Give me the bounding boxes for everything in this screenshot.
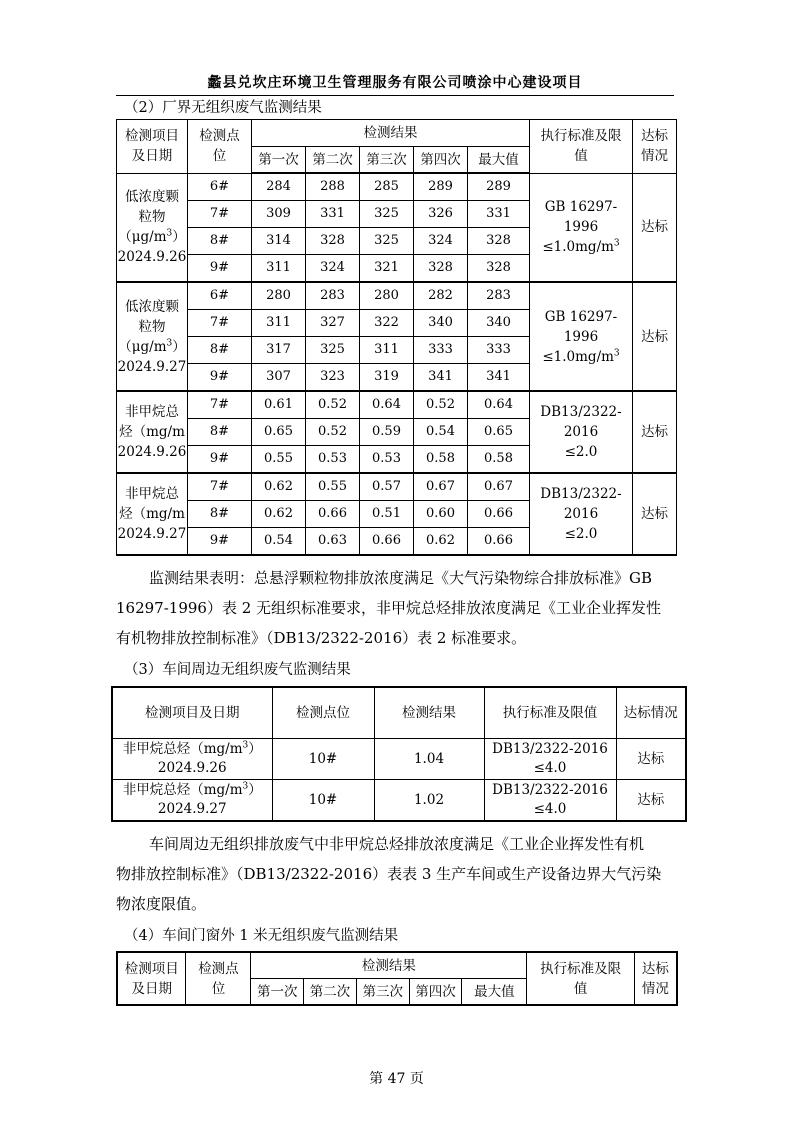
workshop-results-table bbox=[111, 686, 687, 822]
point-cell: 8# bbox=[188, 419, 252, 446]
value-cell: 0.66 bbox=[468, 528, 530, 556]
value-cell: 317 bbox=[252, 337, 306, 364]
value-cell: 328 bbox=[468, 255, 530, 283]
point-cell: 7# bbox=[188, 201, 252, 228]
table-row bbox=[112, 780, 686, 822]
value-cell: 307 bbox=[252, 364, 306, 392]
value-cell: 311 bbox=[252, 255, 306, 283]
value-cell: 0.64 bbox=[468, 391, 530, 419]
status-cell: 达标 bbox=[633, 473, 677, 555]
value-cell: 0.66 bbox=[360, 528, 414, 556]
header-standard: 执行标准及限 值 bbox=[530, 120, 633, 174]
value-cell: 0.53 bbox=[306, 446, 360, 474]
document-header: 蠡县兑坎庄环境卫生管理服务有限公司喷涂中心建设项目 bbox=[207, 75, 583, 91]
standard-cell: DB13/2322-2016 ≤4.0 bbox=[484, 780, 616, 822]
value-cell: 325 bbox=[360, 228, 414, 255]
value-cell: 326 bbox=[414, 201, 468, 228]
value-cell: 321 bbox=[360, 255, 414, 283]
table-row bbox=[117, 282, 677, 310]
section2-conclusion: 监测结果表明：总悬浮颗粒物排放浓度满足《大气污染物综合排放标准》GB 16297-1996）表 2 无组织标准要求，非甲烷总烃排放浓度满足《工业企业挥发性 有机物排放控制标准》（DB13/2322-2016）表 2 标准要求。 bbox=[116, 569, 662, 647]
value-cell: 331 bbox=[306, 201, 360, 228]
header-standard: 执行标准及限 值 bbox=[527, 952, 635, 1005]
value-cell: 284 bbox=[252, 173, 306, 201]
value-cell: 0.67 bbox=[468, 473, 530, 501]
value-cell: 340 bbox=[468, 310, 530, 337]
item-cell: 非甲烷总 烃（mg/m 2024.9.27 bbox=[117, 473, 188, 555]
value-cell: 327 bbox=[306, 310, 360, 337]
value-cell: 0.53 bbox=[360, 446, 414, 474]
value-cell: 0.61 bbox=[252, 391, 306, 419]
point-cell: 9# bbox=[188, 528, 252, 556]
header-item: 检测项目 及日期 bbox=[117, 120, 188, 174]
value-cell: 0.65 bbox=[468, 419, 530, 446]
table-row bbox=[112, 739, 686, 780]
value-cell: 328 bbox=[306, 228, 360, 255]
value-cell: 0.58 bbox=[468, 446, 530, 474]
header-status: 达标 情况 bbox=[633, 120, 677, 174]
header-point: 检测点 位 bbox=[188, 120, 252, 174]
section4-title: （4）车间门窗外 1 米无组织废气监测结果 bbox=[124, 928, 399, 944]
value-cell: 0.67 bbox=[414, 473, 468, 501]
boundary-results-table bbox=[116, 119, 677, 556]
point-cell: 8# bbox=[188, 501, 252, 528]
value-cell: 0.63 bbox=[306, 528, 360, 556]
header-first: 第一次 bbox=[251, 979, 304, 1006]
value-cell: 341 bbox=[468, 364, 530, 392]
status-cell: 达标 bbox=[616, 780, 686, 822]
item-cell: 低浓度颗 粒物 $(\mu g/m^3)$ 2024.9.27 bbox=[117, 282, 188, 391]
value-cell: 289 bbox=[468, 173, 530, 201]
value-cell: 333 bbox=[468, 337, 530, 364]
value-cell: 331 bbox=[468, 201, 530, 228]
result-cell: 1.02 bbox=[374, 780, 484, 822]
item-cell: 非甲烷总烃$(mg/m^3)$ 2024.9.27 bbox=[112, 780, 272, 822]
value-cell: 0.64 bbox=[360, 391, 414, 419]
page-number: 第 47 页 bbox=[369, 1071, 424, 1087]
value-cell: 0.62 bbox=[252, 501, 306, 528]
value-cell: 328 bbox=[414, 255, 468, 283]
value-cell: 0.52 bbox=[414, 391, 468, 419]
status-cell: 达标 bbox=[633, 391, 677, 473]
value-cell: 333 bbox=[414, 337, 468, 364]
value-cell: 0.66 bbox=[468, 501, 530, 528]
value-cell: 322 bbox=[360, 310, 414, 337]
header-point: 检测点 位 bbox=[186, 952, 251, 1005]
value-cell: 280 bbox=[360, 282, 414, 310]
section2-title: （2）厂界无组织废气监测结果 bbox=[124, 100, 322, 116]
value-cell: 323 bbox=[306, 364, 360, 392]
value-cell: 314 bbox=[252, 228, 306, 255]
header-first: 第一次 bbox=[252, 147, 306, 174]
value-cell: 0.65 bbox=[252, 419, 306, 446]
item-cell: 非甲烷总 烃（mg/m 2024.9.26 bbox=[117, 391, 188, 473]
value-cell: 0.58 bbox=[414, 446, 468, 474]
value-cell: 0.52 bbox=[306, 419, 360, 446]
point-cell: 7# bbox=[188, 391, 252, 419]
value-cell: 311 bbox=[252, 310, 306, 337]
header-fourth: 第四次 bbox=[414, 147, 468, 174]
header-second: 第二次 bbox=[306, 147, 360, 174]
standard-cell: GB 16297-1996 $\le 1.0mg/m^3$ bbox=[530, 282, 633, 391]
status-cell: 达标 bbox=[616, 739, 686, 780]
standard-cell: DB13/2322-2016 ≤4.0 bbox=[484, 739, 616, 780]
value-cell: 289 bbox=[414, 173, 468, 201]
result-cell: 1.04 bbox=[374, 739, 484, 780]
table-row bbox=[117, 173, 677, 201]
value-cell: 0.66 bbox=[306, 501, 360, 528]
header-third: 第三次 bbox=[356, 979, 409, 1006]
value-cell: 319 bbox=[360, 364, 414, 392]
header-status: 达标 情况 bbox=[634, 952, 677, 1005]
value-cell: 324 bbox=[306, 255, 360, 283]
value-cell: 283 bbox=[306, 282, 360, 310]
header-second: 第二次 bbox=[304, 979, 357, 1006]
standard-cell: DB13/2322-2016 ≤2.0 bbox=[530, 473, 633, 555]
standard-cell: GB 16297-1996 $\le 1.0mg/m^3$ bbox=[530, 173, 633, 282]
value-cell: 341 bbox=[414, 364, 468, 392]
header-status: 达标情况 bbox=[616, 687, 686, 739]
header-standard: 执行标准及限值 bbox=[484, 687, 616, 739]
header-fourth: 第四次 bbox=[409, 979, 462, 1006]
item-cell: 低浓度颗 粒物 $(\mu g/m^3)$ 2024.9.26 bbox=[117, 173, 188, 282]
point-cell: 9# bbox=[188, 446, 252, 474]
value-cell: 328 bbox=[468, 228, 530, 255]
standard-cell: DB13/2322-2016 ≤2.0 bbox=[530, 391, 633, 473]
value-cell: 0.52 bbox=[306, 391, 360, 419]
point-cell: 7# bbox=[188, 310, 252, 337]
value-cell: 0.55 bbox=[306, 473, 360, 501]
value-cell: 0.59 bbox=[360, 419, 414, 446]
header-item: 检测项目 及日期 bbox=[117, 952, 186, 1005]
value-cell: 0.57 bbox=[360, 473, 414, 501]
point-cell: 10# bbox=[272, 780, 374, 822]
value-cell: 324 bbox=[414, 228, 468, 255]
point-cell: 8# bbox=[188, 228, 252, 255]
value-cell: 288 bbox=[306, 173, 360, 201]
point-cell: 9# bbox=[188, 364, 252, 392]
point-cell: 6# bbox=[188, 282, 252, 310]
value-cell: 309 bbox=[252, 201, 306, 228]
point-cell: 9# bbox=[188, 255, 252, 283]
header-third: 第三次 bbox=[360, 147, 414, 174]
header-point: 检测点位 bbox=[272, 687, 374, 739]
value-cell: 283 bbox=[468, 282, 530, 310]
value-cell: 285 bbox=[360, 173, 414, 201]
point-cell: 10# bbox=[272, 739, 374, 780]
value-cell: 0.62 bbox=[414, 528, 468, 556]
table-row bbox=[117, 391, 677, 419]
header-max: 最大值 bbox=[468, 147, 530, 174]
value-cell: 0.51 bbox=[360, 501, 414, 528]
point-cell: 8# bbox=[188, 337, 252, 364]
value-cell: 325 bbox=[360, 201, 414, 228]
status-cell: 达标 bbox=[633, 282, 677, 391]
window-results-table bbox=[116, 951, 678, 1006]
value-cell: 0.55 bbox=[252, 446, 306, 474]
section3-title: （3）车间周边无组织废气监测结果 bbox=[124, 662, 351, 678]
table-row bbox=[117, 473, 677, 501]
value-cell: 282 bbox=[414, 282, 468, 310]
value-cell: 0.60 bbox=[414, 501, 468, 528]
item-cell: 非甲烷总烃$(mg/m^3)$ 2024.9.26 bbox=[112, 739, 272, 780]
status-cell: 达标 bbox=[633, 173, 677, 282]
header-max: 最大值 bbox=[462, 979, 527, 1006]
value-cell: 0.54 bbox=[414, 419, 468, 446]
value-cell: 0.62 bbox=[252, 473, 306, 501]
header-item-date: 检测项目及日期 bbox=[112, 687, 272, 739]
value-cell: 325 bbox=[306, 337, 360, 364]
value-cell: 340 bbox=[414, 310, 468, 337]
value-cell: 280 bbox=[252, 282, 306, 310]
value-cell: 0.54 bbox=[252, 528, 306, 556]
point-cell: 6# bbox=[188, 173, 252, 201]
point-cell: 7# bbox=[188, 473, 252, 501]
header-result: 检测结果 bbox=[251, 952, 527, 979]
value-cell: 311 bbox=[360, 337, 414, 364]
header-result: 检测结果 bbox=[374, 687, 484, 739]
section3-conclusion: 车间周边无组织排放废气中非甲烷总烃排放浓度满足《工业企业挥发性有机 物排放控制标准》（DB13/2322-2016）表表 3 生产车间或生产设备边界大气污染 物浓度限值。 bbox=[116, 835, 662, 913]
header-result: 检测结果 bbox=[252, 120, 530, 147]
